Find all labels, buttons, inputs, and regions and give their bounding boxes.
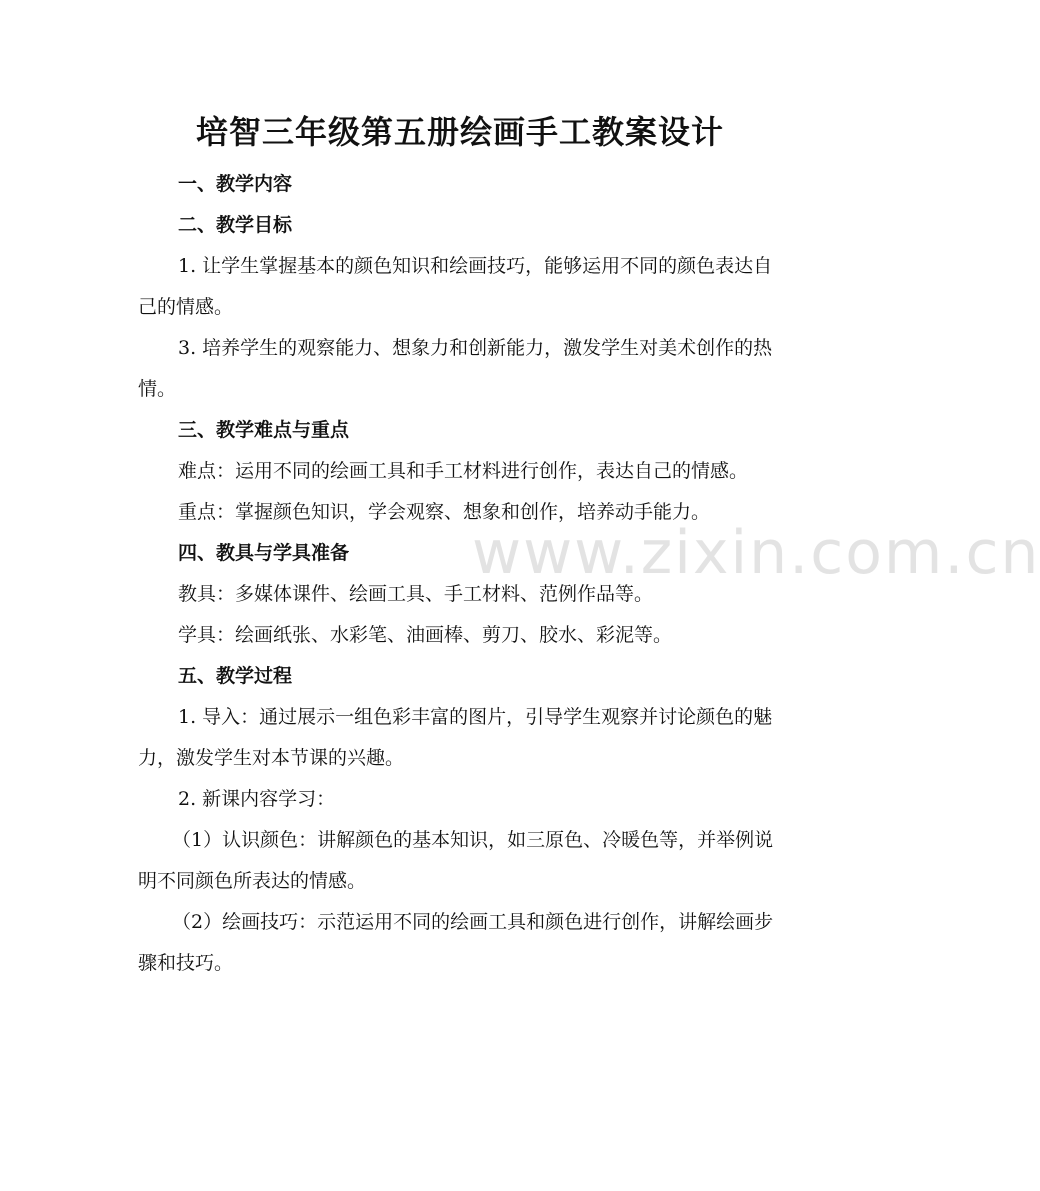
paragraph-drawing-skills: （2）绘画技巧：示范运用不同的绘画工具和颜色进行创作，讲解绘画步骤和技巧。: [138, 911, 774, 974]
watermark: www.zixin.com.cn: [472, 518, 1040, 588]
section-heading-content: 一、教学内容: [178, 173, 293, 195]
section-heading-objectives: 二、教学目标: [178, 214, 293, 236]
paragraph-new-lesson: 2. 新课内容学习：: [178, 788, 336, 810]
section-heading-process: 五、教学过程: [178, 665, 293, 687]
section-heading-difficulties: 三、教学难点与重点: [178, 419, 350, 441]
paragraph-objective-3: 3. 培养学生的观察能力、想象力和创新能力，激发学生对美术创作的热情。: [138, 337, 773, 400]
paragraph-recognize-colors: （1）认识颜色：讲解颜色的基本知识，如三原色、冷暖色等，并举例说明不同颜色所表达的情感。: [138, 829, 774, 892]
section-heading-materials: 四、教具与学具准备: [178, 542, 350, 564]
paragraph-key-point: 重点：掌握颜色知识，学会观察、想象和创作，培养动手能力。: [178, 501, 711, 523]
paragraph-objective-1: 1. 让学生掌握基本的颜色知识和绘画技巧，能够运用不同的颜色表达自己的情感。: [138, 255, 773, 318]
document-body: [138, 164, 783, 984]
paragraph-teaching-aids: 教具：多媒体课件、绘画工具、手工材料、范例作品等。: [178, 583, 654, 605]
paragraph-difficulty: 难点：运用不同的绘画工具和手工材料进行创作，表达自己的情感。: [178, 460, 749, 482]
page-title: 培智三年级第五册绘画手工教案设计: [195, 113, 724, 151]
paragraph-intro: 1. 导入：通过展示一组色彩丰富的图片，引导学生观察并讨论颜色的魅力，激发学生对本节课的兴趣。: [138, 706, 773, 769]
paragraph-student-materials: 学具：绘画纸张、水彩笔、油画棒、剪刀、胶水、彩泥等。: [178, 624, 673, 646]
